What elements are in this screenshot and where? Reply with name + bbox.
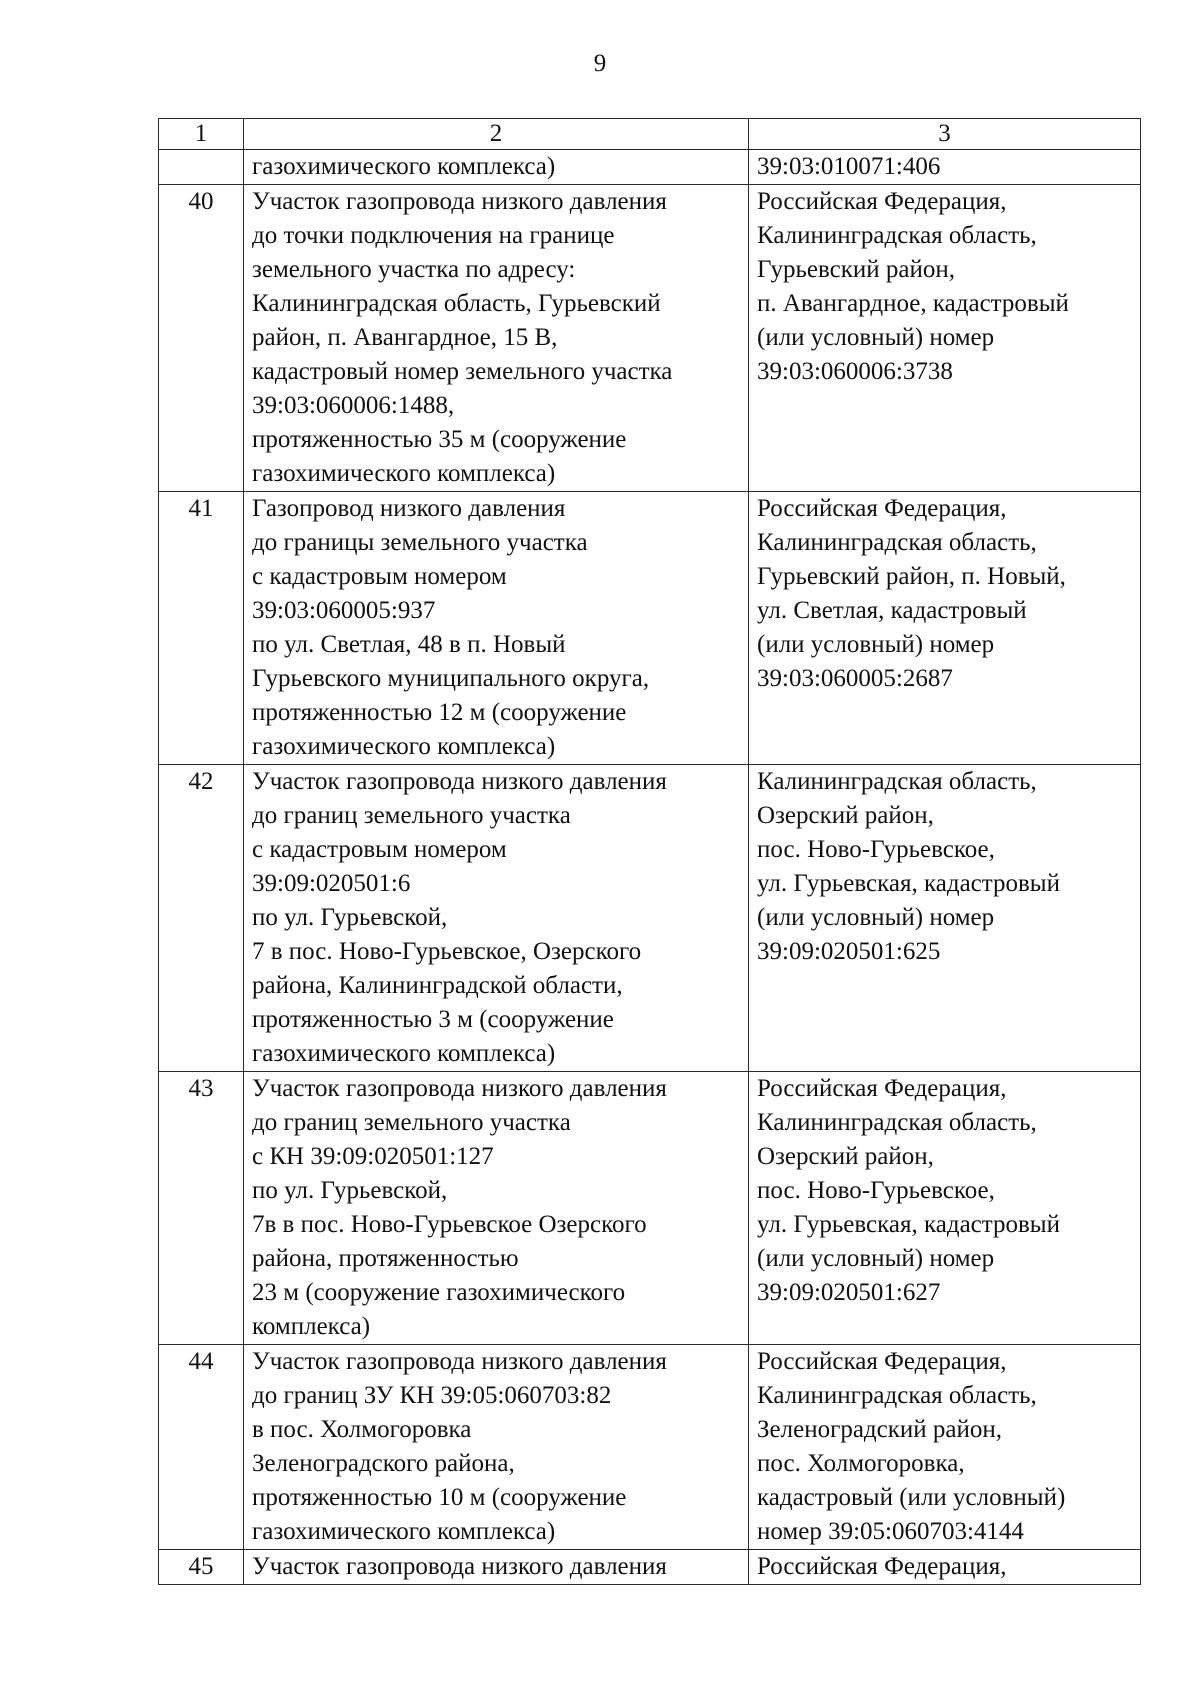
object-description-line: с кадастровым номером [252, 836, 507, 863]
object-description-line: 7в в пос. Ново-Гурьевское Озерского [252, 1211, 647, 1238]
object-description-line: Участок газопровода низкого давления [252, 188, 667, 215]
row-number: 41 [159, 492, 244, 765]
object-description-line: в пос. Холмогоровка [252, 1416, 472, 1443]
object-address-line: Калининградская область, [757, 1382, 1037, 1409]
object-description-line: 39:09:020501:6 [252, 870, 411, 897]
object-description-line: до границ земельного участка [252, 1109, 571, 1136]
object-address-line: ул. Светлая, кадастровый [757, 597, 1027, 624]
object-address-line: Озерский район, [757, 1143, 934, 1170]
object-description-line: Участок газопровода низкого давления [252, 1348, 667, 1375]
row-number: 44 [159, 1345, 244, 1550]
object-description-line: газохимического комплекса) [252, 1518, 556, 1545]
row-number: 43 [159, 1072, 244, 1345]
object-address-line: Калининградская область, [757, 768, 1037, 795]
object-address-line: Российская Федерация, [757, 1075, 1007, 1102]
object-description-line: протяженностью 10 м (сооружение [252, 1484, 627, 1511]
header-col-description: 2 [244, 119, 749, 150]
object-address [749, 185, 1141, 492]
object-address-line: пос. Ново-Гурьевское, [757, 836, 995, 863]
object-address-line: Озерский район, [757, 802, 934, 829]
object-description-line: Участок газопровода низкого давления [252, 1553, 667, 1580]
table-row [159, 765, 1141, 1072]
object-description-line: протяженностью 3 м (сооружение [252, 1006, 614, 1033]
object-description-line: кадастровый номер земельного участка [252, 358, 673, 385]
object-description-line: по ул. Гурьевской, [252, 904, 448, 931]
object-description [244, 185, 749, 492]
object-description-line: протяженностью 12 м (сооружение [252, 699, 627, 726]
object-address-line: Российская Федерация, [757, 1553, 1007, 1580]
header-col-address: 3 [749, 119, 1141, 150]
object-address-line: 39:09:020501:625 [757, 938, 941, 965]
object-address-line: (или условный) номер [757, 1245, 995, 1272]
object-description [244, 150, 749, 185]
objects-table [158, 118, 1141, 1585]
row-number: 40 [159, 185, 244, 492]
object-description-line: Участок газопровода низкого давления [252, 768, 667, 795]
object-description [244, 1345, 749, 1550]
object-description-line: 39:03:060006:1488, [252, 392, 455, 419]
object-description-line: 23 м (сооружение газохимического [252, 1279, 626, 1306]
object-description-line: газохимического комплекса) [252, 153, 556, 180]
object-description-line: до границ ЗУ КН 39:05:060703:82 [252, 1382, 612, 1409]
object-description-line: 39:03:060005:937 [252, 597, 436, 624]
row-number [159, 150, 244, 185]
object-address-line: (или условный) номер [757, 631, 995, 658]
object-address-line: Калининградская область, [757, 529, 1037, 556]
object-address-line: 39:03:060006:3738 [757, 358, 953, 385]
object-description [244, 1072, 749, 1345]
object-address [749, 1345, 1141, 1550]
object-address-line: ул. Гурьевская, кадастровый [757, 1211, 1060, 1238]
object-description-line: по ул. Светлая, 48 в п. Новый [252, 631, 566, 658]
object-address [749, 150, 1141, 185]
object-address-line: (или условный) номер [757, 904, 995, 931]
object-address-line: пос. Холмогоровка, [757, 1450, 965, 1477]
object-address-line: (или условный) номер [757, 324, 995, 351]
header-col-number: 1 [159, 119, 244, 150]
page-number: 9 [593, 50, 607, 77]
object-address [749, 492, 1141, 765]
object-description-line: протяженностью 35 м (сооружение [252, 426, 627, 453]
object-description-line: газохимического комплекса) [252, 733, 556, 760]
object-address-line: 39:03:010071:406 [757, 153, 941, 180]
table-row [159, 1550, 1141, 1585]
object-address-line: Калининградская область, [757, 222, 1037, 249]
object-description [244, 1550, 749, 1585]
object-description-line: до точки подключения на границе [252, 222, 615, 249]
object-description-line: по ул. Гурьевской, [252, 1177, 448, 1204]
table-row [159, 1072, 1141, 1345]
object-description-line: 7 в пос. Ново-Гурьевское, Озерского [252, 938, 642, 965]
object-address-line: кадастровый (или условный) [757, 1484, 1066, 1511]
object-description-line: с КН 39:09:020501:127 [252, 1143, 494, 1170]
object-description [244, 765, 749, 1072]
row-number: 42 [159, 765, 244, 1072]
table-row [159, 185, 1141, 492]
table-row [159, 150, 1141, 185]
object-address-line: Российская Федерация, [757, 495, 1007, 522]
object-description-line: газохимического комплекса) [252, 460, 556, 487]
object-address-line: Калининградская область, [757, 1109, 1037, 1136]
object-address-line: п. Авангардное, кадастровый [757, 290, 1069, 317]
object-address-line: 39:09:020501:627 [757, 1279, 941, 1306]
object-description-line: земельного участка по адресу: [252, 256, 576, 283]
object-description-line: до границы земельного участка [252, 529, 588, 556]
object-description-line: Калининградская область, Гурьевский [252, 290, 661, 317]
object-address-line: номер 39:05:060703:4144 [757, 1518, 1024, 1545]
object-address-line: 39:03:060005:2687 [757, 665, 953, 692]
object-description-line: Гурьевского муниципального округа, [252, 665, 650, 692]
object-description-line: Участок газопровода низкого давления [252, 1075, 667, 1102]
object-address-line: Российская Федерация, [757, 1348, 1007, 1375]
table-body [159, 150, 1141, 1585]
table-row [159, 1345, 1141, 1550]
object-description-line: газохимического комплекса) [252, 1040, 556, 1067]
object-address-line: пос. Ново-Гурьевское, [757, 1177, 995, 1204]
object-description-line: Зеленоградского района, [252, 1450, 515, 1477]
object-address-line: Гурьевский район, п. Новый, [757, 563, 1066, 590]
object-address [749, 765, 1141, 1072]
object-address-line: ул. Гурьевская, кадастровый [757, 870, 1060, 897]
object-address-line: Зеленоградский район, [757, 1416, 1002, 1443]
object-description-line: Газопровод низкого давления [252, 495, 566, 522]
table-row [159, 492, 1141, 765]
object-description-line: до границ земельного участка [252, 802, 571, 829]
object-description-line: район, п. Авангардное, 15 В, [252, 324, 558, 351]
object-address [749, 1550, 1141, 1585]
table-header-row [159, 119, 1141, 150]
object-description-line: района, Калининградской области, [252, 972, 623, 999]
object-address-line: Гурьевский район, [757, 256, 956, 283]
object-address [749, 1072, 1141, 1345]
object-description-line: комплекса) [252, 1313, 371, 1340]
object-description-line: района, протяженностью [252, 1245, 519, 1272]
object-description [244, 492, 749, 765]
object-address-line: Российская Федерация, [757, 188, 1007, 215]
row-number: 45 [159, 1550, 244, 1585]
object-description-line: с кадастровым номером [252, 563, 507, 590]
